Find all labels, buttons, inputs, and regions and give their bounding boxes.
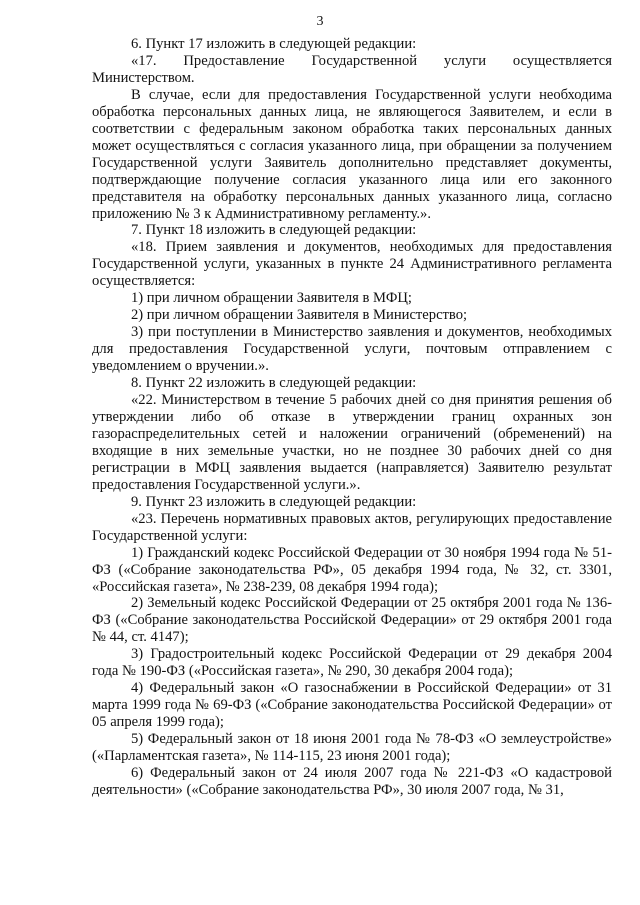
paragraph-item-6-heading: 6. Пункт 17 изложить в следующей редакции: <box>131 36 417 52</box>
paragraph-item-7-heading: 7. Пункт 18 изложить в следующей редакции: <box>131 222 417 239</box>
paragraph-item-9-heading: 9. Пункт 23 изложить в следующей редакции: <box>131 493 417 510</box>
paragraph-23-act-1: 1) Гражданский кодекс Российской Федерации от 30 ноября 1994 года № 51-ФЗ («Собрание законодательства РФ», 05 декабря 1994 года, № 32, ст. 3301, «Российская газета», № 238-239, 08 декабря 1994 года); <box>92 544 612 595</box>
paragraph-18-option-2: 2) при личном обращении Заявителя в Министерство; <box>131 307 468 324</box>
paragraph-23-text: «23. Перечень нормативных правовых актов, регулирующих предоставление Государственной услуги: <box>92 510 612 544</box>
paragraph-item-8-heading: 8. Пункт 22 изложить в следующей редакции: <box>131 375 417 392</box>
paragraph-23-act-3: 3) Градостроительный кодекс Российской Федерации от 29 декабря 2004 года № 190-ФЗ («Российская газета», № 290, 30 декабря 2004 года); <box>92 646 612 680</box>
paragraph-23-act-2: 2) Земельный кодекс Российской Федерации от 25 октября 2001 года № 136-ФЗ («Собрание законодательства Российской Федерации» от 29 октября 2001 года № 44, ст. 4147); <box>92 595 612 646</box>
paragraph-22-text: «22. Министерством в течение 5 рабочих дней со дня принятия решения об утверждении либо об отказе в утверждении границ охранных зон газораспределительных сетей и наложении ограничений (обременений) на входящие в них земельные участки, но не позднее 30 рабочих дней со дня регистрации в МФЦ заявления выдается (направляется) Заявителю результат предоставления Государственной услуги.». <box>92 392 612 493</box>
page-number: 3 <box>316 14 324 29</box>
paragraph-18-option-3: 3) при поступлении в Министерство заявления и документов, необходимых для предоставления Государственной услуги, почтовым отправлением с уведомлением о вручении.». <box>92 324 612 375</box>
paragraph-23-act-5: 5) Федеральный закон от 18 июня 2001 года № 78-ФЗ «О землеустройстве» («Парламентская газета», № 114-115, 23 июня 2001 года); <box>92 731 612 765</box>
paragraph-18-text: «18. Прием заявления и документов, необходимых для предоставления Государственной услуги, указанных в пункте 24 Административного регламента осуществляется: <box>92 239 612 290</box>
paragraph-23-act-4: 4) Федеральный закон «О газоснабжении в Российской Федерации» от 31 марта 1999 года № 69-ФЗ («Собрание законодательства Российской Федерации» от 05 апреля 1999 года); <box>92 680 612 731</box>
paragraph-18-option-1: 1) при личном обращении Заявителя в МФЦ; <box>131 290 412 307</box>
document-body <box>92 36 612 799</box>
paragraph-17-text: «17. Предоставление Государственной услуги осуществляется Министерством. <box>92 52 612 86</box>
paragraph-17-personal-data: В случае, если для предоставления Государственной услуги необходима обработка персональных данных лица, не являющегося Заявителем, и если в соответствии с федеральным законом обработка таких персональных данных может осуществляться с согласия указанного лица, при обращении за получением Государственной услуги Заявитель дополнительно представляет документы, подтверждающие получение согласия указанного лица или его законного представителя на обработку персональных данных указанного лица, согласно приложению № 3 к Административному регламенту.». <box>92 86 612 222</box>
paragraph-23-act-6: 6) Федеральный закон от 24 июля 2007 года № 221-ФЗ «О кадастровой деятельности» («Собрание законодательства РФ», 30 июля 2007 года, № 31, <box>92 764 612 798</box>
